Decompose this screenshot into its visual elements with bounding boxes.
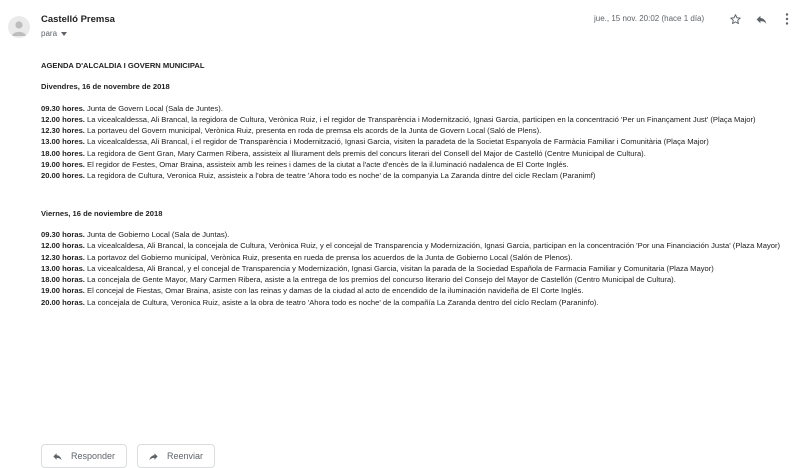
agenda-text: La concejala de Gente Mayor, Mary Carmen Ribera, asiste a la entrega de los premios del concurso literario del Consejo del Mayor de Castellón (Centro Municipal de Cultura). bbox=[84, 275, 676, 285]
agenda-text: La regidora de Cultura, Veronica Ruiz, assisteix a l'obra de teatre 'Ahora todo es noche' de la companyia La Zaranda dintre del cicle Reclam (Paranimf) bbox=[84, 171, 596, 181]
agenda-time: 19.00 horas. bbox=[41, 286, 85, 296]
agenda-item bbox=[41, 136, 793, 147]
agenda-item bbox=[41, 103, 793, 114]
reply-button[interactable] bbox=[753, 11, 769, 27]
email-title: AGENDA D'ALCALDIA I GOVERN MUNICIPAL bbox=[41, 61, 205, 70]
agenda-time: 18.00 hores. bbox=[41, 148, 85, 158]
star-button[interactable] bbox=[727, 11, 743, 27]
agenda-time: 18.00 horas. bbox=[41, 275, 85, 285]
more-options-button[interactable] bbox=[779, 11, 795, 27]
agenda-text: La portaveu del Govern municipal, Verònica Ruiz, presenta en roda de premsa els acords de la Junta de Govern Local (Saló de Plens). bbox=[84, 126, 542, 136]
agenda-time: 09.30 hores. bbox=[41, 103, 85, 113]
catalan-heading: Divendres, 16 de novembre de 2018 bbox=[41, 82, 170, 92]
agenda-time: 19.00 hores. bbox=[41, 160, 85, 170]
reply-icon bbox=[52, 451, 63, 462]
agenda-text: La vicealcaldesa, Ali Brancal, la concejala de Cultura, Verònica Ruiz, y el concejal de Transparencia y Modernización, Ignasi Garcia, participan en la concentración 'Por una Financiación Justa' (Plaza Mayor) bbox=[84, 241, 781, 251]
agenda-item bbox=[41, 285, 793, 296]
reply-label: Responder bbox=[71, 451, 116, 461]
agenda-text: La regidora de Gent Gran, Mary Carmen Ribera, assisteix al lliurament dels premis del concurs literari del Consell del Major de Castelló (Centre Municipal de Cultura). bbox=[84, 148, 646, 158]
agenda-item bbox=[41, 148, 793, 159]
agenda-item bbox=[41, 240, 793, 251]
agenda-time: 12.30 hores. bbox=[41, 126, 85, 136]
agenda-text: El regidor de Festes, Omar Braina, assisteix amb les reines i dames de la ciutat a l'acte d'encès de la il.luminació nadalenca de El Corte Inglés. bbox=[84, 160, 569, 170]
agenda-item bbox=[41, 263, 793, 274]
email-date: jue., 15 nov. 20:02 (hace 1 día) bbox=[594, 14, 705, 23]
agenda-item bbox=[41, 170, 793, 181]
star-icon bbox=[729, 13, 742, 26]
sender-name: Castelló Premsa bbox=[41, 14, 115, 25]
agenda-item bbox=[41, 114, 793, 125]
agenda-time: 12.30 horas. bbox=[41, 252, 85, 262]
agenda-time: 12.00 horas. bbox=[41, 241, 85, 251]
agenda-item bbox=[41, 297, 793, 308]
reply-action-button[interactable] bbox=[41, 444, 127, 468]
caret-down-icon bbox=[61, 32, 67, 36]
person-icon bbox=[8, 16, 30, 38]
agenda-time: 13.00 hores. bbox=[41, 137, 85, 147]
agenda-text: La vicealcaldessa, Ali Brancal, i el regidor de Transparència i Modernització, Ignasi Garcia, visiten la paradeta de la Societat Espanyola de Farmàcia Familiar i Comunitària (Plaça Major) bbox=[84, 137, 709, 147]
agenda-text: La vicealcaldesa, Ali Brancal, y el concejal de Transparencia y Modernización, Ignasi Garcia, visitan la parada de la Sociedad Española de Farmacia Familiar y Comunitaria (Plaza Mayor) bbox=[84, 263, 714, 273]
agenda-time: 20.00 hores. bbox=[41, 171, 85, 181]
catalan-agenda bbox=[41, 103, 793, 182]
agenda-text: La concejala de Cultura, Veronica Ruiz, asiste a la obra de teatro 'Ahora todo es noche' de la compañía La Zaranda dentro del ciclo Reclam (Paraninfo). bbox=[84, 297, 599, 307]
agenda-item bbox=[41, 229, 793, 240]
reply-icon bbox=[755, 13, 768, 26]
to-label: para bbox=[41, 29, 58, 38]
forward-icon bbox=[148, 451, 159, 462]
agenda-text: El concejal de Fiestas, Omar Braina, asiste con las reinas y damas de la ciudad al acto de encendido de la iluminación navideña de El Corte Inglés. bbox=[84, 286, 584, 296]
agenda-time: 13.00 horas. bbox=[41, 263, 85, 273]
agenda-item bbox=[41, 274, 793, 285]
agenda-time: 20.00 horas. bbox=[41, 297, 85, 307]
agenda-text: La vicealcaldessa, Ali Brancal, la regidora de Cultura, Verònica Ruiz, i el regidor de Transparència i Modernització, Ignasi Garcia, participen en la concentració 'Per un Finançament Just' (Plaça Major) bbox=[84, 114, 756, 124]
agenda-time: 12.00 hores. bbox=[41, 114, 85, 124]
recipients-toggle[interactable] bbox=[41, 29, 67, 38]
agenda-item bbox=[41, 252, 793, 263]
agenda-text: Junta de Govern Local (Sala de Juntes). bbox=[84, 103, 223, 113]
agenda-time: 09.30 horas. bbox=[41, 229, 85, 239]
email-body bbox=[41, 60, 793, 308]
spanish-heading: Viernes, 16 de noviembre de 2018 bbox=[41, 208, 163, 218]
agenda-text: Junta de Gobierno Local (Sala de Juntas). bbox=[84, 229, 230, 239]
more-vert-icon bbox=[783, 12, 791, 26]
avatar bbox=[8, 16, 30, 38]
forward-action-button[interactable] bbox=[137, 444, 215, 468]
agenda-item bbox=[41, 125, 793, 136]
spanish-agenda bbox=[41, 229, 793, 308]
forward-label: Reenviar bbox=[167, 451, 204, 461]
agenda-text: La portavoz del Gobierno municipal, Verònica Ruiz, presenta en rueda de prensa los acuerdos de la Junta de Gobierno Local (Salón de Plenos). bbox=[84, 252, 573, 262]
agenda-item bbox=[41, 159, 793, 170]
